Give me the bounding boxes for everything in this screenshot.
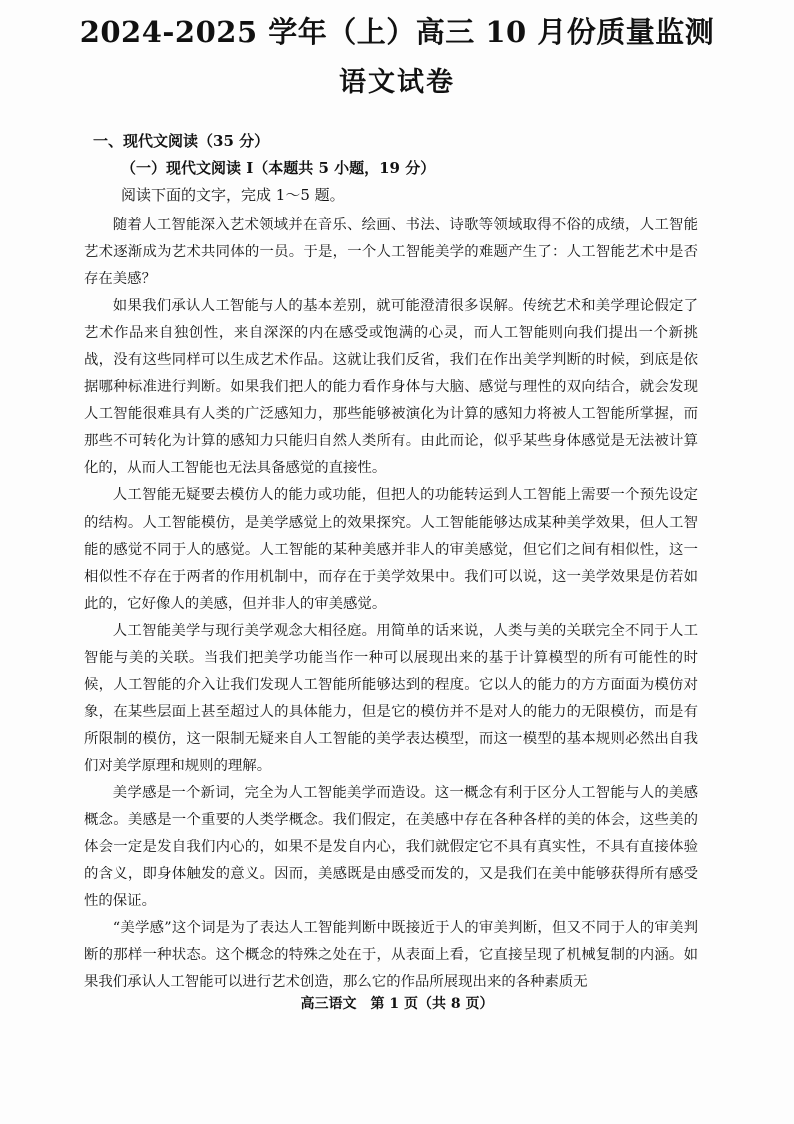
- section-heading: 一、现代文阅读（35 分）: [93, 132, 270, 150]
- exam-title: 2024-2025 学年（上）高三 10 月份质量监测: [79, 15, 715, 49]
- reading-instruction: 阅读下面的文字，完成 1～5 题。: [121, 186, 345, 204]
- passage-paragraph: 随着人工智能深入艺术领域并在音乐、绘画、书法、诗歌等领域取得不俗的成绩，人工智能艺术逐渐成为艺术共同体的一员。于是，一个人工智能美学的难题产生了：人工智能艺术中是否存在美感？: [84, 217, 698, 288]
- passage-paragraph: 人工智能美学与现行美学观念大相径庭。用简单的话来说，人类与美的关联完全不同于人工智能与美的关联。当我们把美学功能当作一种可以展现出来的基于计算模型的所有可能性的时候，人工智能的介入让我们发现人工智能所能够达到的程度。它以人的能力的方方面面为模仿对象，在某些层面上甚至超过人的具体能力，但是它的模仿并不是对人的能力的无限模仿，而是有所限制的模仿，这一限制无疑来自人工智能的美学表达模型，而这一模型的基本规则必然出自我们对美学原理和规则的理解。: [84, 622, 698, 774]
- passage-paragraph: “美学感”这个词是为了表达人工智能判断中既接近于人的审美判断，但又不同于人的审美判断的那样一种状态。这个概念的特殊之处在于，从表面上看，它直接呈现了机械复制的内涵。如果我们承认人工智能可以进行艺术创造，那么它的作品所展现出来的各种素质无: [84, 920, 698, 991]
- subsection-heading: （一）现代文阅读 I（本题共 5 小题，19 分）: [121, 159, 436, 177]
- passage-paragraph: 人工智能无疑要去模仿人的能力或功能，但把人的功能转运到人工智能上需要一个预先设定的结构。人工智能模仿，是美学感觉上的效果探究。人工智能能够达成某种美学效果，但人工智能的感觉不同于人的感觉。人工智能的某种美感并非人的审美感觉，但它们之间有相似性，这一相似性不存在于两者的作用机制中，而存在于美学效果中。我们可以说，这一美学效果是仿若如此的，它好像人的美感，但并非人的审美感觉。: [84, 487, 698, 612]
- reading-passage: [84, 212, 698, 996]
- passage-paragraph: 如果我们承认人工智能与人的基本差别，就可能澄清很多误解。传统艺术和美学理论假定了艺术作品来自独创性，来自深深的内在感受或饱满的心灵，而人工智能则向我们提出一个新挑战，没有这些同样可以生成艺术作品。这就让我们反省，我们在作出美学判断的时候，到底是依据哪种标准进行判断。如果我们把人的能力看作身体与大脑、感觉与理性的双向结合，就会发现人工智能很难具有人类的广泛感知力，那些能够被演化为计算的感知力将被人工智能所掌握，而那些不可转化为计算的感知力只能归自然人类所有。由此而论，似乎某些身体感觉是无法被计算化的，从而人工智能也无法具备感觉的直接性。: [84, 298, 698, 477]
- passage-paragraph: 美学感是一个新词，完全为人工智能美学而造设。这一概念有利于区分人工智能与人的美感概念。美感是一个重要的人类学概念。我们假定，在美感中存在各种各样的美的体会，这些美的体会一定是发自我们内心的，如果不是发自内心，我们就假定它不具有真实性，不具有直接体验的含义，即身体触发的意义。因而，美感既是由感受而发的，又是我们在美中能够获得所有感受性的保证。: [84, 784, 698, 910]
- exam-subtitle: 语文试卷: [339, 67, 455, 98]
- page-footer: 高三语文 第 1 页（共 8 页）: [300, 996, 494, 1012]
